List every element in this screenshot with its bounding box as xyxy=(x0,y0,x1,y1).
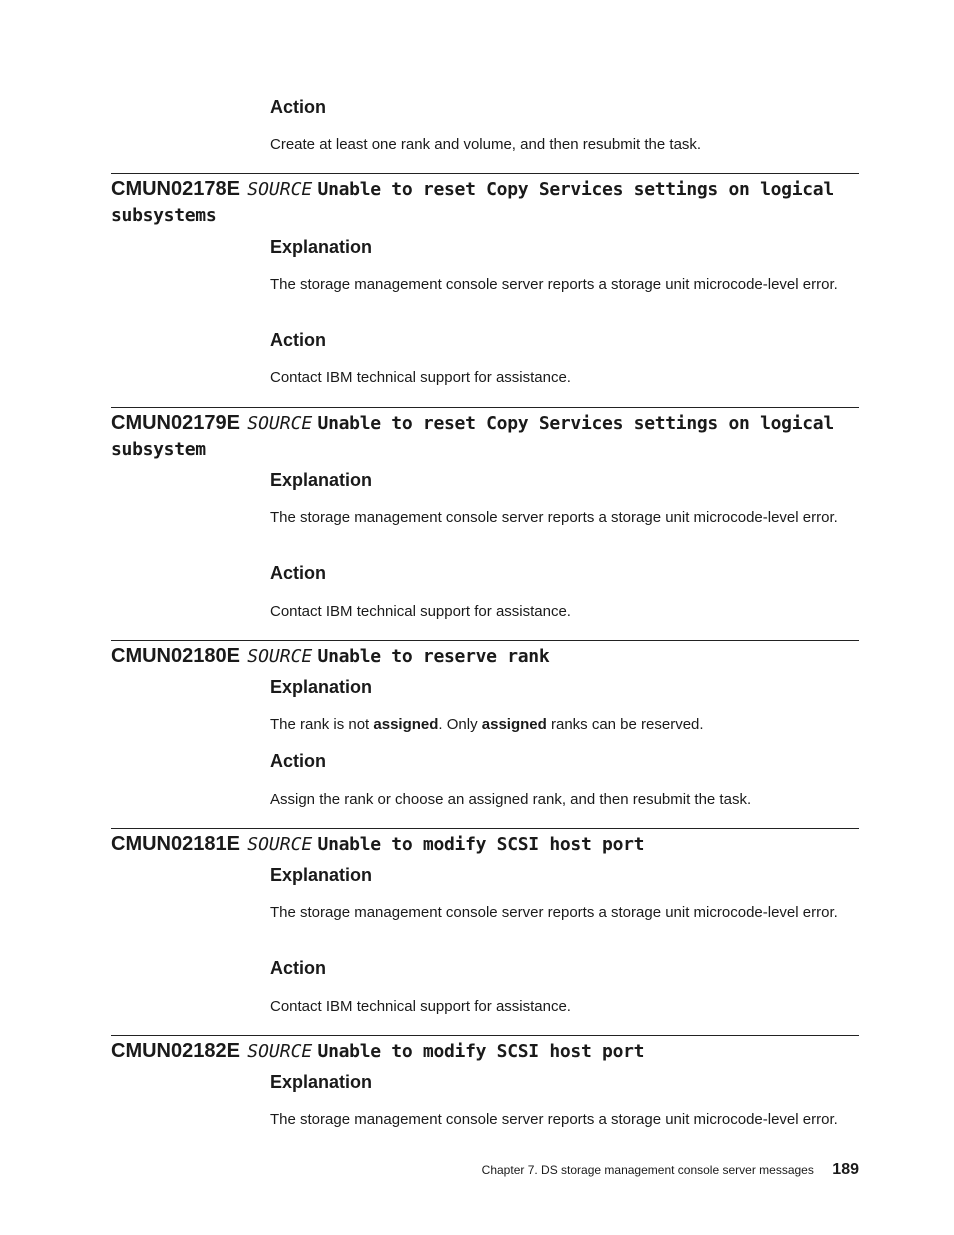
message-source: SOURCE xyxy=(247,413,313,434)
action-text: Contact IBM technical support for assistance. xyxy=(270,369,571,386)
explanation-heading: Explanation xyxy=(270,677,373,697)
message-source: SOURCE xyxy=(247,646,313,667)
message-id: CMUN02181E xyxy=(111,833,240,855)
explanation-text: The storage management console server reports a storage unit microcode-level error. xyxy=(270,1111,838,1128)
message-source: SOURCE xyxy=(247,834,313,855)
action-heading: Action xyxy=(270,958,326,978)
action-text: Create at least one rank and volume, and then resubmit the task. xyxy=(270,136,702,153)
explanation-heading: Explanation xyxy=(270,470,373,490)
action-text: Assign the rank or choose an assigned rank, and then resubmit the task. xyxy=(270,791,752,808)
section-divider xyxy=(111,640,859,641)
section-divider xyxy=(111,173,859,174)
message-text: Unable to reset Copy Services settings on logical subsystems xyxy=(111,179,834,226)
text-run: . Only xyxy=(438,716,482,733)
message-id: CMUN02182E xyxy=(111,1040,240,1062)
message-id: CMUN02179E xyxy=(111,412,240,434)
action-heading: Action xyxy=(270,563,326,583)
action-text: Contact IBM technical support for assistance. xyxy=(270,998,571,1015)
text-run: The rank is not xyxy=(270,716,374,733)
explanation-text: The storage management console server reports a storage unit microcode-level error. xyxy=(270,276,838,293)
message-text: Unable to reserve rank xyxy=(317,646,550,667)
section-divider xyxy=(111,828,859,829)
page-footer xyxy=(482,1161,859,1179)
explanation-text: The storage management console server reports a storage unit microcode-level error. xyxy=(270,904,838,921)
explanation-heading: Explanation xyxy=(270,865,373,885)
message-text: Unable to modify SCSI host port xyxy=(317,834,645,855)
message-heading-cmun02178e xyxy=(111,176,859,229)
text-run: ranks can be reserved. xyxy=(546,716,704,733)
message-source: SOURCE xyxy=(247,179,313,200)
message-text: Unable to reset Copy Services settings on logical subsystem xyxy=(111,413,834,460)
section-divider xyxy=(111,407,859,408)
message-source: SOURCE xyxy=(247,1041,313,1062)
bold-term: assigned xyxy=(481,716,547,733)
explanation-heading: Explanation xyxy=(270,237,373,257)
action-heading: Action xyxy=(270,330,326,350)
explanation-heading: Explanation xyxy=(270,1072,373,1092)
message-id: CMUN02180E xyxy=(111,645,240,667)
message-heading-cmun02181e xyxy=(111,831,859,858)
action-heading: Action xyxy=(270,751,326,771)
section-divider xyxy=(111,1035,859,1036)
action-text: Contact IBM technical support for assistance. xyxy=(270,603,571,620)
message-text: Unable to modify SCSI host port xyxy=(317,1041,645,1062)
explanation-text: The storage management console server reports a storage unit microcode-level error. xyxy=(270,509,838,526)
message-heading-cmun02179e xyxy=(111,410,859,463)
bold-term: assigned xyxy=(373,716,439,733)
message-heading-cmun02180e xyxy=(111,643,859,670)
page-number: 189 xyxy=(832,1161,859,1178)
footer-chapter-title: Chapter 7. DS storage management console server messages xyxy=(481,1163,814,1177)
action-heading: Action xyxy=(270,97,326,117)
message-id: CMUN02178E xyxy=(111,178,240,200)
explanation-text xyxy=(270,715,840,734)
message-heading-cmun02182e xyxy=(111,1038,859,1065)
